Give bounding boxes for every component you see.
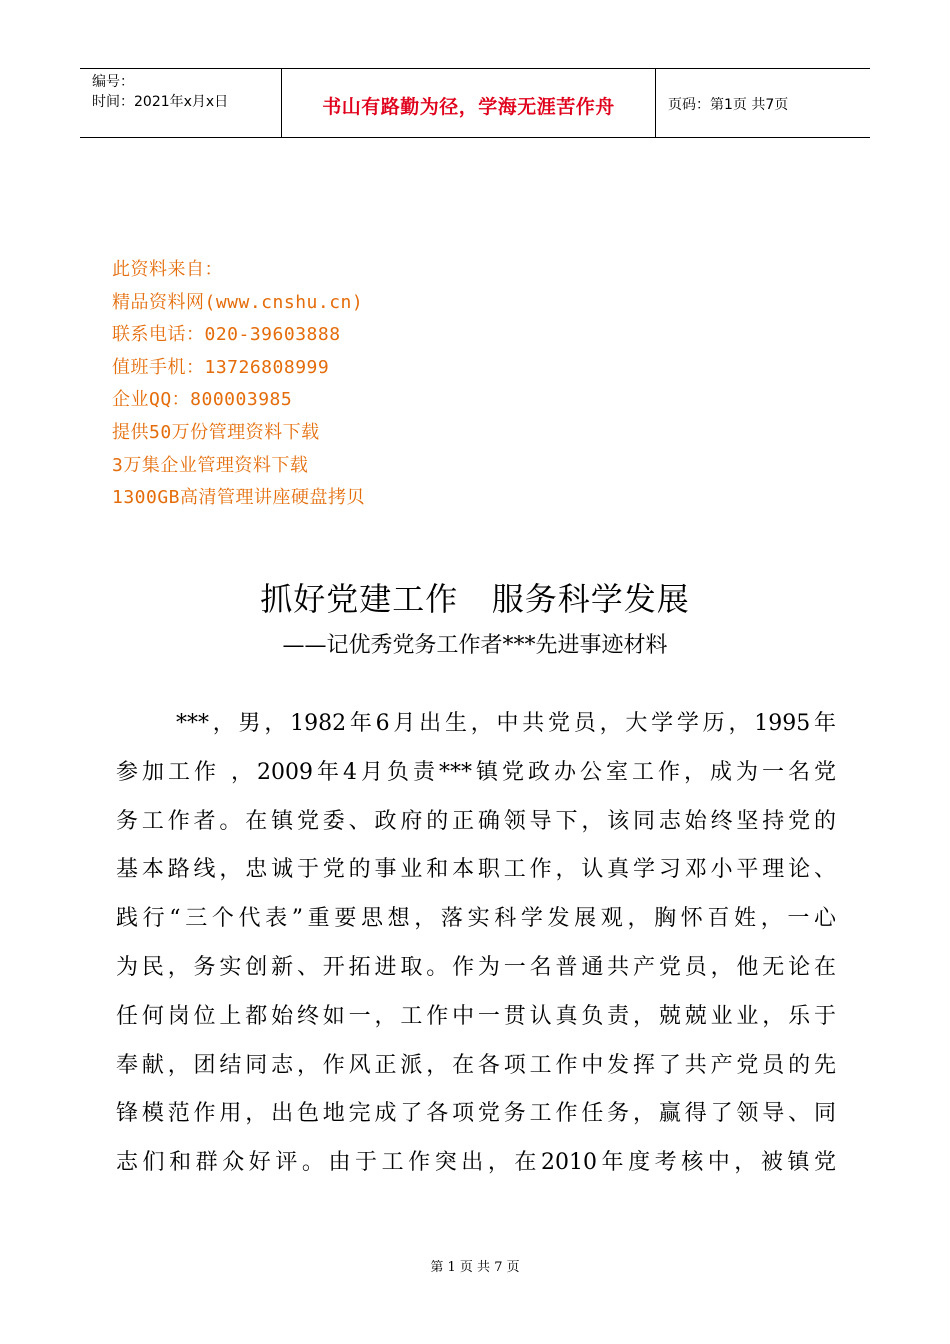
header-page-label: 页码：第1页 共7页 bbox=[668, 97, 789, 113]
body-line: 奉献，团结同志，作风正派，在各项工作中发挥了共产党员的先 bbox=[116, 1052, 836, 1078]
source-line: 此资料来自： bbox=[112, 259, 223, 280]
header-meta-cell bbox=[80, 69, 282, 137]
body-line: 基本路线，忠诚于党的事业和本职工作，认真学习邓小平理论、 bbox=[116, 857, 836, 883]
body-line: ***，男，1982年6月出生，中共党员，大学学历，1995年 bbox=[176, 711, 836, 736]
document-title: 抓好党建工作 服务科学发展 bbox=[260, 580, 690, 618]
document-time-label: 时间：2021年x月x日 bbox=[92, 94, 229, 110]
header-table bbox=[80, 68, 870, 138]
source-info-block bbox=[112, 254, 365, 515]
body-line: 参加工作 ，2009年4月负责***镇党政办公室工作，成为一名党 bbox=[116, 759, 836, 785]
document-number-label: 编号： bbox=[92, 74, 134, 90]
source-line: 联系电话：020-39603888 bbox=[112, 324, 341, 346]
document-subtitle: ——记优秀党务工作者***先进事迹材料 bbox=[282, 633, 668, 658]
source-line: 1300GB高清管理讲座硬盘拷贝 bbox=[112, 487, 366, 509]
body-line: 锋模范作用，出色地完成了各项党务工作任务，赢得了领导、同 bbox=[116, 1101, 836, 1127]
body-line: 志们和群众好评。由于工作突出，在2010年度考核中，被镇党 bbox=[116, 1150, 836, 1176]
header-motto: 书山有路勤为径，学海无涯苦作舟 bbox=[282, 69, 656, 137]
source-line: 精品资料网(www.cnshu.cn) bbox=[112, 291, 364, 313]
source-line: 值班手机：13726808999 bbox=[112, 356, 330, 378]
source-line: 3万集企业管理资料下载 bbox=[112, 454, 309, 476]
body-line: 为民，务实创新、开拓进取。作为一名普通共产党员，他无论在 bbox=[116, 954, 836, 980]
body-line: 践行“三个代表”重要思想，落实科学发展观，胸怀百姓，一心 bbox=[116, 906, 836, 932]
page-footer: 第 1 页 共 7 页 bbox=[430, 1260, 520, 1275]
source-line: 提供50万份管理资料下载 bbox=[112, 421, 320, 443]
document-body bbox=[116, 700, 836, 1188]
body-line: 任何岗位上都始终如一，工作中一贯认真负责，兢兢业业，乐于 bbox=[116, 1003, 836, 1029]
body-line: 务工作者。在镇党委、政府的正确领导下，该同志始终坚持党的 bbox=[116, 808, 836, 834]
source-line: 企业QQ：800003985 bbox=[112, 389, 293, 411]
